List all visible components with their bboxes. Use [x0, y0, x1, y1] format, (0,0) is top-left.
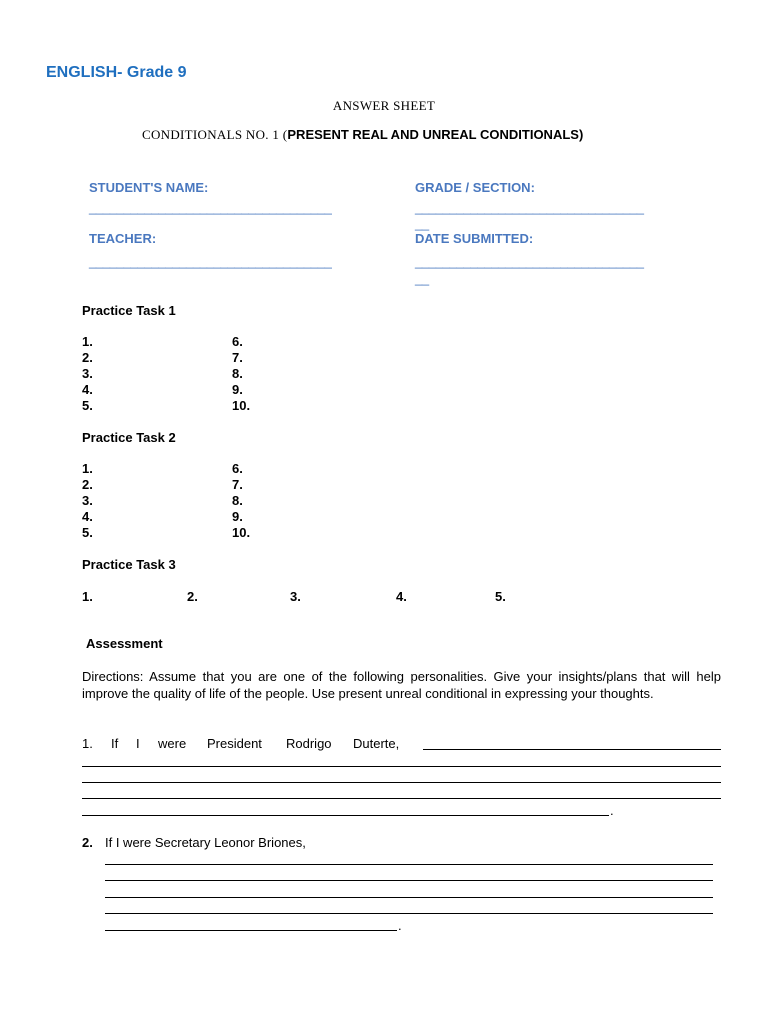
task1-item: 3.: [82, 366, 93, 381]
task3-item: 2.: [187, 589, 198, 604]
q2-number: 2.: [82, 835, 93, 850]
q2-answer-line[interactable]: [105, 930, 397, 931]
student-name-label: STUDENT'S NAME:: [89, 180, 209, 195]
q1-answer-line[interactable]: [423, 749, 721, 750]
task1-item: 7.: [232, 350, 243, 365]
task2-item: 5.: [82, 525, 93, 540]
task1-item: 6.: [232, 334, 243, 349]
subject-title: ENGLISH- Grade 9: [46, 64, 187, 81]
q2-answer-line[interactable]: [105, 864, 713, 865]
task1-item: 5.: [82, 398, 93, 413]
q1-word: were: [158, 736, 187, 751]
q1-answer-line[interactable]: [82, 815, 609, 816]
grade-section-label: GRADE / SECTION:: [415, 180, 535, 195]
student-name-field[interactable]: ___________________________________: [89, 200, 332, 215]
q2-prompt: If I were Secretary Leonor Briones,: [105, 835, 306, 850]
task2-item: 2.: [82, 477, 93, 492]
q2-answer-line[interactable]: [105, 913, 713, 914]
q1-answer-line[interactable]: [82, 798, 721, 799]
practice-task-1-title: Practice Task 1: [82, 303, 176, 318]
q1-word: Rodrigo: [286, 736, 332, 751]
task2-item: 7.: [232, 477, 243, 492]
q2-end-period: .: [398, 918, 402, 933]
lesson-paren: (: [279, 127, 288, 142]
task1-item: 2.: [82, 350, 93, 365]
practice-task-2-title: Practice Task 2: [82, 430, 176, 445]
lesson-topic: PRESENT REAL AND UNREAL CONDITIONALS): [287, 127, 584, 142]
grade-section-field-wrap: __: [415, 216, 429, 231]
task3-item: 1.: [82, 589, 93, 604]
q2-answer-line[interactable]: [105, 880, 713, 881]
q1-answer-line[interactable]: [82, 782, 721, 783]
date-submitted-field-wrap: __: [415, 271, 429, 286]
assessment-title: Assessment: [86, 636, 163, 651]
task1-item: 10.: [232, 398, 251, 413]
lesson-prefix: CONDITIONALS NO. 1: [142, 127, 280, 142]
q1-word: Duterte,: [353, 736, 400, 751]
teacher-field[interactable]: ___________________________________: [89, 254, 332, 269]
task2-item: 6.: [232, 461, 243, 476]
q1-answer-line[interactable]: [82, 766, 721, 767]
grade-section-field[interactable]: _________________________________: [415, 200, 644, 215]
q1-word: I: [136, 736, 140, 751]
task1-item: 8.: [232, 366, 243, 381]
teacher-label: TEACHER:: [89, 231, 157, 246]
task3-item: 3.: [290, 589, 301, 604]
q2-answer-line[interactable]: [105, 897, 713, 898]
sheet-title: ANSWER SHEET: [332, 98, 436, 113]
task2-item: 8.: [232, 493, 243, 508]
q1-number: 1.: [82, 736, 93, 751]
task2-item: 10.: [232, 525, 251, 540]
task2-item: 9.: [232, 509, 243, 524]
lesson-title: [142, 127, 583, 143]
q1-end-period: .: [610, 803, 614, 818]
assessment-directions: Directions: Assume that you are one of the following personalities. Give your insights/plans that will help improve the quality of life of the people. Use present unreal conditional in expressing your thoughts.: [82, 669, 721, 701]
task1-item: 9.: [232, 382, 243, 397]
q1-word: If: [111, 736, 119, 751]
task2-item: 1.: [82, 461, 93, 476]
task2-item: 3.: [82, 493, 93, 508]
date-submitted-label: DATE SUBMITTED:: [415, 231, 534, 246]
task3-item: 5.: [495, 589, 506, 604]
task2-item: 4.: [82, 509, 93, 524]
task3-item: 4.: [396, 589, 407, 604]
date-submitted-field[interactable]: _________________________________: [415, 254, 644, 269]
task1-item: 4.: [82, 382, 93, 397]
practice-task-3-title: Practice Task 3: [82, 557, 176, 572]
task1-item: 1.: [82, 334, 93, 349]
q1-word: President: [207, 736, 262, 751]
